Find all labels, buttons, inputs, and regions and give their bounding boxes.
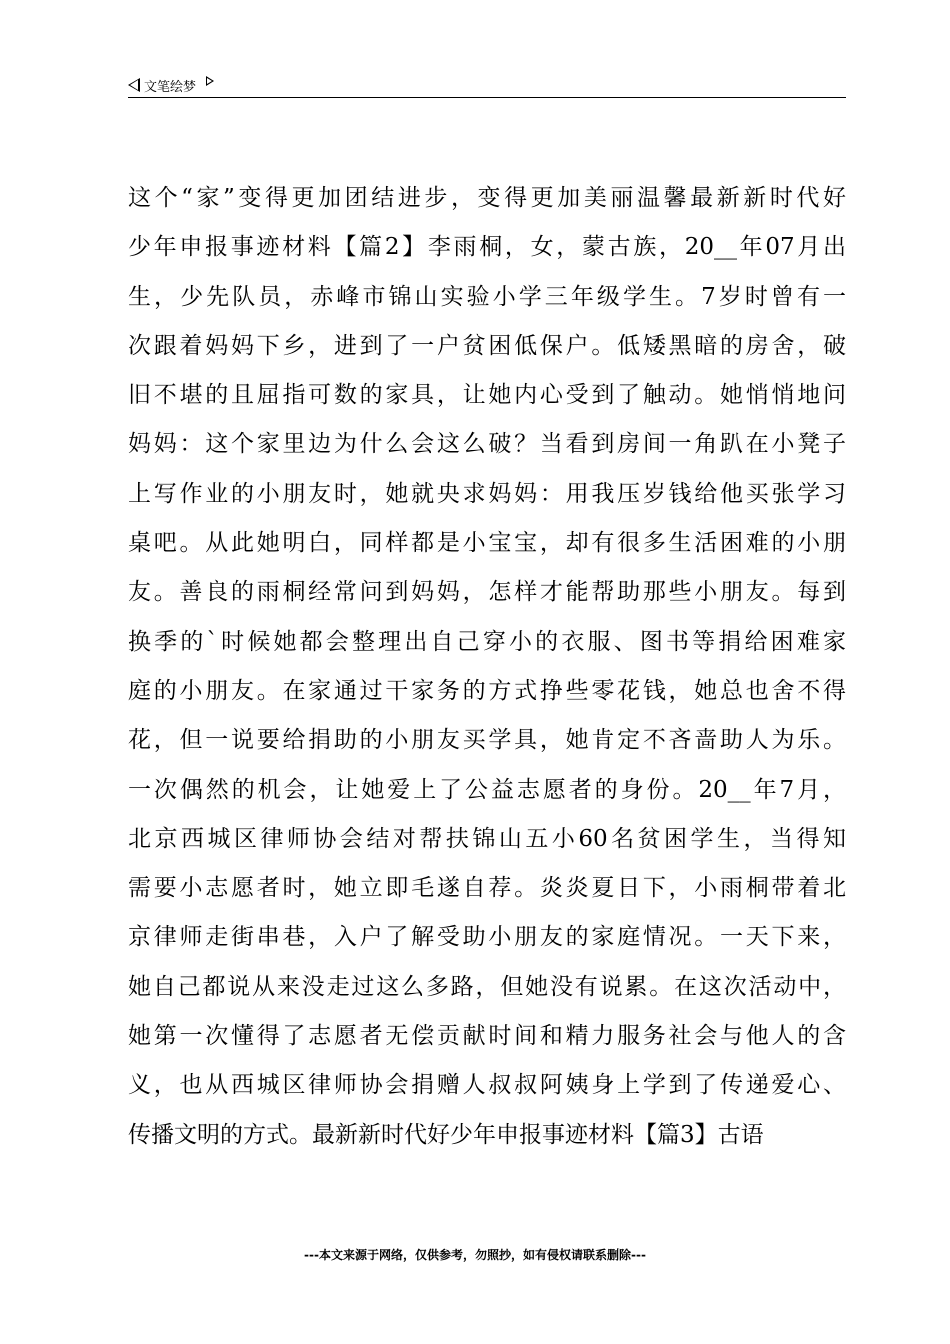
body-line: 需要小志愿者时，她立即毛遂自荐。炎炎夏日下，小雨桐带着北	[128, 875, 846, 902]
footer-disclaimer: ---本文来源于网络，仅供参考，勿照抄，如有侵权请联系删除---	[304, 1248, 646, 1262]
document-body	[128, 174, 846, 1160]
body-line: 花，但一说要给捐助的小朋友买学具，她肯定不吝啬助人为乐。	[128, 727, 846, 754]
body-line: 京律师走街串巷，入户了解受助小朋友的家庭情况。一天下来，	[128, 924, 846, 951]
body-line: 友。善良的雨桐经常问到妈妈，怎样才能帮助那些小朋友。每到	[128, 579, 846, 606]
body-line: 这个“家”变得更加团结进步，变得更加美丽温馨最新新时代好	[128, 185, 846, 211]
body-line: 次跟着妈妈下乡，进到了一户贫困低保户。低矮黑暗的房舍，破	[128, 332, 846, 359]
body-line: 她自己都说从来没走过这么多路，但她没有说累。在这次活动中，	[128, 973, 846, 1000]
body-line: 庭的小朋友。在家通过干家务的方式挣些零花钱，她总也舍不得	[128, 677, 846, 704]
triangle-left-icon	[128, 78, 140, 92]
body-line: 换季的`时候她都会整理出自己穿小的衣服、图书等捐给困难家	[128, 628, 846, 655]
body-line: 北京西城区律师协会结对帮扶锦山五小60名贫困学生，当得知	[128, 825, 846, 852]
body-line: 义，也从西城区律师协会捐赠人叔叔阿姨身上学到了传递爱心、	[128, 1072, 846, 1099]
body-line: 上写作业的小朋友时，她就央求妈妈：用我压岁钱给他买张学习	[128, 480, 846, 507]
header-divider	[128, 97, 846, 98]
body-line: 生，少先队员，赤峰市锦山实验小学三年级学生。7岁时曾有一	[128, 283, 846, 310]
body-line: 她第一次懂得了志愿者无偿贡献时间和精力服务社会与他人的含	[128, 1023, 846, 1050]
body-line: 妈妈：这个家里边为什么会这么破？当看到房间一角趴在小凳子	[128, 431, 846, 458]
body-line: 一次偶然的机会，让她爱上了公益志愿者的身份。20__年7月，	[128, 776, 846, 803]
body-line: 传播文明的方式。最新新时代好少年申报事迹材料【篇3】古语	[128, 1121, 764, 1148]
header-title: 文笔绘梦	[144, 79, 197, 95]
triangle-right-icon	[206, 76, 214, 86]
body-line: 桌吧。从此她明白，同样都是小宝宝，却有很多生活困难的小朋	[128, 530, 846, 557]
body-line: 旧不堪的且屈指可数的家具，让她内心受到了触动。她悄悄地问	[128, 382, 846, 409]
page-header	[128, 74, 846, 96]
body-line: 少年申报事迹材料【篇2】李雨桐，女，蒙古族，20__年07月出	[128, 234, 846, 261]
